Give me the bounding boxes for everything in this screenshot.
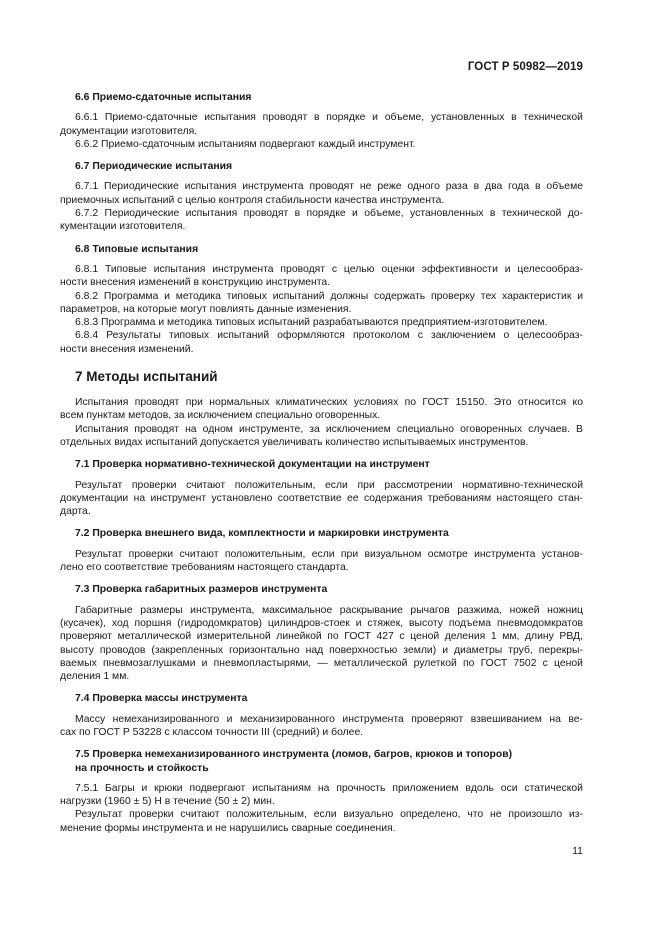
subsection-heading	[75, 160, 583, 173]
document-header: ГОСТ Р 50982—2019	[467, 61, 583, 73]
text-line: 6.8.4 Результаты типовых испытаний оформляются протоколом с заключением о целесообраз-	[75, 330, 583, 342]
text-line: приемочных испытаний с целью контроля стабильности качества инструмента.	[60, 194, 445, 206]
text-line: 6.8.2 Программа и методика типовых испытаний должны содержать проверку тех характеристик и	[75, 290, 583, 302]
section-3	[60, 369, 583, 449]
paragraph	[60, 111, 583, 138]
text-line: (кусачек), ход поршня (гидродомкратов) цилиндров-стоек и стяжек, высоту подъема пневмодомкратов	[60, 617, 583, 629]
paragraph	[60, 396, 583, 423]
paragraph	[60, 808, 583, 835]
paragraph	[60, 604, 583, 684]
section-2	[60, 243, 583, 356]
section-heading	[75, 369, 583, 385]
text-line: параметров, на которые могут повлиять данные изменения.	[60, 303, 352, 315]
text-line: лено его соответствие требованиям настоящего стандарта.	[60, 562, 349, 574]
heading-line: 7.4 Проверка массы инструмента	[75, 693, 248, 705]
section-0	[60, 91, 583, 151]
text-line: 6.7.2 Периодические испытания проводят в порядке и объеме, установленных в технической до-	[75, 208, 583, 220]
text-line: кументации изготовителя.	[60, 221, 186, 233]
text-line: 6.6.2 Приемо-сдаточным испытаниям подвергают каждый инструмент.	[75, 138, 416, 150]
text-line: 6.7.1 Периодические испытания инструмента проводят не реже одного раза в два года в объеме	[75, 181, 583, 193]
text-line: ности внесения изменений.	[60, 343, 194, 355]
text-line: 7.5.1 Багры и крюки подвергают испытаниям на прочность приложением вдоль оси статической	[75, 782, 583, 794]
text-line: сах по ГОСТ Р 53228 с классом точности III (средний) и более.	[60, 726, 364, 738]
heading-line: 6.8 Типовые испытания	[75, 243, 199, 255]
text-line: деления 1 мм.	[60, 671, 130, 683]
paragraph	[60, 782, 583, 809]
paragraph	[60, 479, 583, 519]
heading-line: 7.5 Проверка немеханизированного инструмента (ломов, багров, крюков и топоров)	[75, 749, 513, 761]
text-line: Результат проверки считают положительным, если при визуальном осмотре инструмента установ-	[75, 548, 583, 560]
paragraph	[60, 290, 583, 317]
paragraph	[75, 316, 583, 329]
heading-line: 7.1 Проверка нормативно-технической документации на инструмент	[75, 459, 430, 471]
text-line: ваемых пневмозаглушками и пневмопластырями, — металлической рулеткой по ГОСТ 7502 с ценой	[60, 657, 583, 669]
text-line: документации на инструмент установлено соответствие ее содержания требованиям настоящего стан-	[60, 492, 583, 504]
paragraph	[60, 180, 583, 207]
section-1	[60, 160, 583, 233]
heading-line: на прочность и стойкость	[75, 762, 209, 774]
paragraph	[60, 263, 583, 290]
subsection-heading	[75, 748, 583, 775]
text-line: Результат проверки считают положительным, если при рассмотрении нормативно-технической	[75, 479, 583, 491]
heading-line: 6.6 Приемо-сдаточные испытания	[75, 92, 252, 103]
paragraph	[60, 207, 583, 234]
section-6	[60, 583, 583, 683]
text-line: 6.8.1 Типовые испытания инструмента проводят с целью оценки эффективности и целесообраз-	[75, 263, 583, 275]
subsection-heading	[75, 243, 583, 256]
text-line: Испытания проводят на одном инструменте, за исключением специально оговоренных случаев. В	[75, 423, 583, 435]
text-line: Результат проверки считают положительным, если визуально определено, что не произошло из-	[75, 809, 583, 821]
text-line: отдельных видах испытаний допускается увеличивать количество испытываемых инструментов.	[60, 436, 529, 448]
text-line: Габаритные размеры инструмента, максимальное раскрывание рычагов разжима, ножей ножниц	[75, 604, 583, 616]
heading-line: 7 Методы испытаний	[75, 369, 218, 385]
paragraph	[75, 138, 583, 151]
subsection-heading	[75, 458, 583, 471]
paragraph	[60, 329, 583, 356]
text-line: нагрузки (1960 ± 5) Н в течение (50 ± 2) мин.	[60, 796, 275, 808]
text-line: Испытания проводят при нормальных климатических условиях по ГОСТ 15150. Это относится ко	[75, 397, 583, 409]
subsection-heading	[75, 91, 583, 104]
paragraph	[60, 713, 583, 740]
paragraph	[60, 423, 583, 450]
text-line: документации изготовителя.	[60, 125, 198, 137]
text-line: 6.6.1 Приемо-сдаточные испытания проводят в порядке и объеме, установленных в технической	[75, 112, 583, 124]
heading-line: 6.7 Периодические испытания	[75, 161, 233, 173]
subsection-heading	[75, 692, 583, 705]
section-4	[60, 458, 583, 518]
text-line: менение формы инструмента и не нарушились сварные соединения.	[60, 822, 396, 834]
heading-line: 7.3 Проверка габаритных размеров инструмента	[75, 584, 328, 596]
text-line: высоту проводов (закрепленных горизонтально над поверхностью земли) и диаметры труб, перекры-	[60, 644, 583, 656]
section-8	[60, 748, 583, 835]
text-line: проверяют металлической измерительной линейкой по ГОСТ 427 с ценой деления 1 мм, длину РВД,	[60, 631, 583, 643]
document-body	[60, 91, 583, 844]
heading-line: 7.2 Проверка внешнего вида, комплектности и маркировки инструмента	[75, 528, 449, 540]
text-line: 6.8.3 Программа и методика типовых испытаний разрабатываются предприятием-изготовителем.	[75, 317, 548, 329]
section-7	[60, 692, 583, 739]
text-line: Массу немеханизированного и механизированного инструмента проверяют взвешиванием на ве-	[75, 713, 583, 725]
text-line: дарта.	[60, 506, 91, 518]
subsection-heading	[75, 527, 583, 540]
section-5	[60, 527, 583, 574]
paragraph	[60, 548, 583, 575]
subsection-heading	[75, 583, 583, 596]
text-line: ности внесения изменений в конструкцию инструмента.	[60, 277, 331, 289]
text-line: всем пунктам методов, за исключением специально оговоренных.	[60, 410, 381, 422]
page-number: 11	[572, 845, 583, 857]
